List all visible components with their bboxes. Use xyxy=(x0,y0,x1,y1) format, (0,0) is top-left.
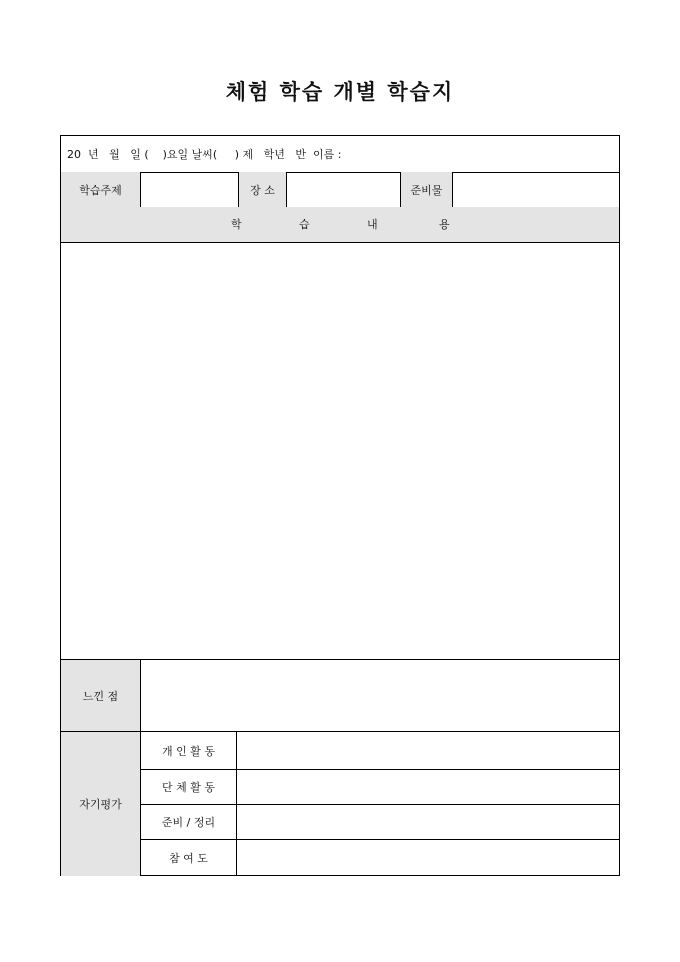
prep-label: 준비물 xyxy=(410,183,443,197)
page-title: 체험 학습 개별 학습지 xyxy=(225,79,455,104)
worksheet-table xyxy=(60,135,620,876)
self-eval-item-individual: 개 인 활 동 xyxy=(162,744,215,758)
self-eval-input-group[interactable] xyxy=(237,770,619,804)
col-divider xyxy=(140,659,141,731)
col-divider xyxy=(238,172,239,207)
self-eval-input-individual[interactable] xyxy=(237,732,619,769)
self-eval-item-prep: 준비 / 정리 xyxy=(161,816,216,829)
self-eval-input-participation[interactable] xyxy=(237,840,619,875)
self-eval-input-prep[interactable] xyxy=(237,805,619,839)
place-input[interactable] xyxy=(287,173,400,207)
self-eval-item-group: 단 체 활 동 xyxy=(162,781,215,794)
content-header-char: 습 xyxy=(299,218,310,231)
topic-label: 학습주제 xyxy=(79,183,122,197)
content-header-char: 학 xyxy=(231,218,242,231)
feeling-input[interactable] xyxy=(141,660,619,731)
col-divider xyxy=(140,172,141,207)
content-area[interactable] xyxy=(61,243,619,659)
self-eval-item-participation: 참 여 도 xyxy=(169,851,208,865)
content-header-cell xyxy=(61,207,619,242)
col-divider xyxy=(286,172,287,207)
info-line: 20 년 월 일 ( )요일 날씨( ) 제 학년 반 이름 : xyxy=(67,148,342,161)
content-header-char: 용 xyxy=(439,218,450,231)
topic-input[interactable] xyxy=(141,173,238,207)
self-eval-label: 자기평가 xyxy=(79,798,122,811)
col-divider xyxy=(400,172,401,207)
content-header-char: 내 xyxy=(367,218,378,231)
col-divider xyxy=(452,172,453,207)
prep-input[interactable] xyxy=(453,173,619,207)
place-label: 장 소 xyxy=(250,183,275,197)
feeling-label: 느낀 점 xyxy=(82,689,119,703)
